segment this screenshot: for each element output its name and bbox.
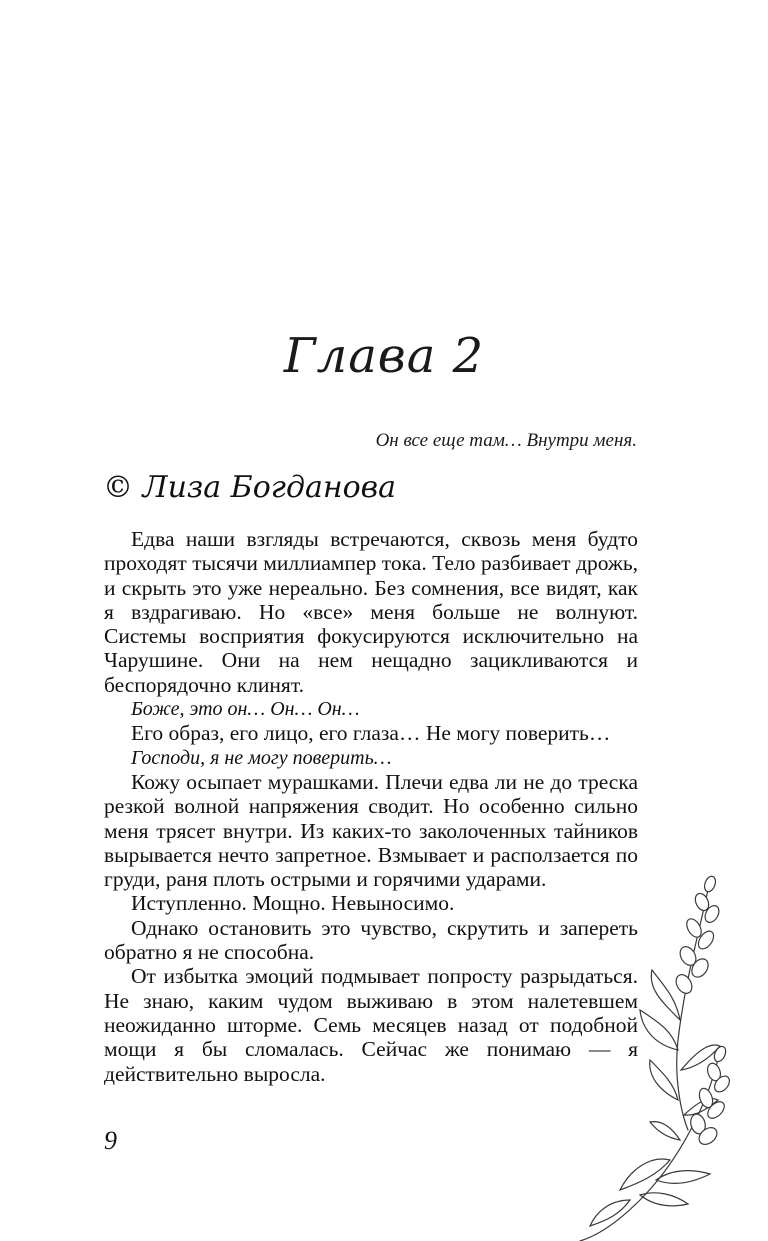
body-text [104, 527, 638, 1086]
paragraph: Едва наши взгляды встречаются, сквозь меня будто проходят тысячи миллиампер тока. Тело разбивает дрожь, и скрыть это уже нереально. Без сомнения, все видят, как я вздрагиваю. Но «все» меня больше не волнуют. Системы восприятия фокусируются исключительно на Чарушине. Они на нем нещадно зацикливаются и беспорядочно клинят. [104, 527, 638, 697]
author-credit: © Лиза Богданова [103, 470, 397, 505]
chapter-title: Глава 2 [283, 328, 485, 384]
paragraph-italic: Боже, это он… Он… Он… [131, 698, 360, 721]
paragraph: От избытка эмоций подмывает попросту разрыдаться. Не знаю, каким чудом выживаю в этом налетевшем неожиданно шторме. Семь месяцев назад от подобной мощи я бы сломалась. Сейчас же понимаю — я действительно выросла. [104, 964, 638, 1086]
epigraph: Он все еще там… Внутри меня. [375, 430, 637, 451]
lavender-sprig-icon [560, 870, 768, 1241]
paragraph-italic: Господи, я не могу поверить… [131, 746, 392, 769]
paragraph: Иступленно. Мощно. Невыносимо. [131, 891, 455, 916]
paragraph: Однако остановить это чувство, скрутить и запереть обратно я не способна. [104, 915, 638, 965]
paragraph: Его образ, его лицо, его глаза… Не могу поверить… [131, 721, 611, 746]
page-number: 9 [104, 1126, 117, 1155]
paragraph: Кожу осыпает мурашками. Плечи едва ли не до треска резкой волной напряжения сводит. Но особенно сильно меня трясет внутри. Из каких-то заколоченных тайников вырывается нечто запретное. Взмывает и расползается по груди, раня плоть острыми и горячими ударами. [104, 769, 638, 892]
